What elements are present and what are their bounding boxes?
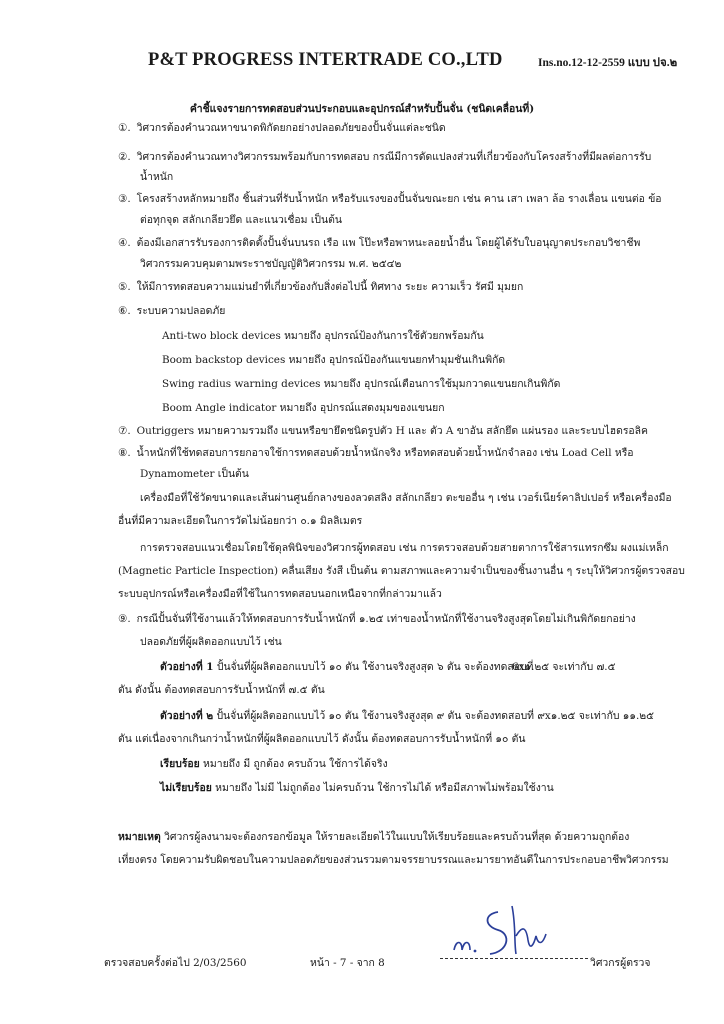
item-8 [118, 446, 634, 460]
item-number: ②. [118, 151, 131, 163]
example-2 [160, 709, 654, 723]
definition-text: หมายถึง มี ถูกต้อง ครบถ้วน ใช้การได้จริง [203, 758, 388, 770]
item-number: ③. [118, 193, 131, 205]
example-text: ปั้นจั่นที่ผู้ผลิตออกแบบไว้ ๑๐ ตัน ใช้งานจริงสูงสุด ๙ ตัน จะต้องทดสอบที่ ๙x๑.๒๕ จะเท่ากับ ๑๑.๒๕ [216, 710, 655, 722]
company-name: P&T PROGRESS INTERTRADE CO.,LTD [148, 50, 503, 70]
item-text: ต้องมีเอกสารรับรองการติดตั้งปั้นจั่นบนรถ เรือ แพ โป๊ะหรือพาหนะลอยน้ำอื่น โดยผู้ได้รับใบอนุญาตประกอบวิชาชีพ [136, 237, 641, 249]
page-number: หน้า - 7 - จาก 8 [310, 957, 385, 969]
signer-label: วิศวกรผู้ตรวจ [590, 957, 651, 969]
paragraph-measuring-tools: เครื่องมือที่ใช้วัดขนาดและเส้นผ่านศูนย์กลางของลวดสลิง สลักเกลียว ตะขออื่น ๆ เช่น เวอร์เนียร์คาลิปเปอร์ หรือเครื่องมือ [140, 492, 672, 504]
definition-label: เรียบร้อย [160, 758, 200, 770]
example-label: ตัวอย่างที่ 1 [160, 661, 214, 673]
document-title: คำชี้แจงรายการทดสอบส่วนประกอบและอุปกรณ์สำหรับปั้นจั่น (ชนิดเคลื่อนที่) [189, 103, 535, 115]
item-text: ให้มีการทดสอบความแม่นยำที่เกี่ยวข้องกับสิ่งต่อไปนี้ ทิศทาง ระยะ ความเร็ว รัศมี มุมยก [136, 281, 524, 293]
definition-text: หมายถึง ไม่มี ไม่ถูกต้อง ไม่ครบถ้วน ใช้การไม่ได้ หรือมีสภาพไม่พร้อมใช้งาน [215, 782, 554, 794]
definition-complete [160, 757, 388, 771]
note-text: วิศวกรผู้ลงนามจะต้องกรอกข้อมูล ให้รายละเอียดไว้ในแบบให้เรียบร้อยและครบถ้วนที่สุด ด้วยความถูกต้อง [164, 831, 630, 843]
item-2 [118, 150, 651, 164]
item-6 [118, 304, 225, 318]
item-text: ระบบความปลอดภัย [136, 305, 226, 317]
item-7 [118, 424, 648, 438]
item-text-continued: ต่อทุกจุด สลักเกลียวยึด และแนวเชื่อม เป็นต้น [140, 214, 342, 226]
item-text: วิศวกรต้องคำนวณหาขนาดพิกัดยกอย่างปลอดภัยของปั้นจั่นแต่ละชนิด [136, 122, 446, 134]
item-text: น้ำหนักที่ใช้ทดสอบการยกอาจใช้การทดสอบด้วยน้ำหนักจริง หรือทดสอบด้วยน้ำหนักจำลอง เช่น Load Cell หรือ [136, 447, 634, 459]
item-text: Outriggers หมายความรวมถึง แขนหรือขายึดชนิดรูปตัว H และ ตัว A ขาอัน สลักยึด แผ่นรอง และระบบไฮดรอลิค [136, 425, 648, 437]
safety-device-boom-backstop: Boom backstop devices หมายถึง อุปกรณ์ป้องกันแขนยกทำมุมชันเกินพิกัด [162, 354, 506, 366]
item-1 [118, 121, 446, 135]
note-continued: เที่ยงตรง โดยความรับผิดชอบในความปลอดภัยของส่วนรวมตามจรรยาบรรณและมารยาทอันดีในการประกอบอาชีพวิศวกรรม [118, 854, 669, 866]
example-text: ปั้นจั่นที่ผู้ผลิตออกแบบไว้ ๑๐ ตัน ใช้งานจริงสูงสุด ๖ ตัน จะต้องทดสอบที่ [216, 661, 534, 673]
item-4 [118, 236, 640, 250]
signature-line [440, 958, 588, 959]
safety-device-swing-radius: Swing radius warning devices หมายถึง อุปกรณ์เตือนการใช้มุมกวาดแขนยกเกินพิกัด [162, 378, 561, 390]
example-1-continued: ตัน ดังนั้น ต้องทดสอบการรับน้ำหนักที่ ๗.๕ ตัน [118, 684, 325, 696]
item-number: ⑨. [118, 613, 131, 625]
paragraph-measuring-tools-continued: อื่นที่มีความละเอียดในการวัดไม่น้อยกว่า ๐.๑ มิลลิเมตร [118, 515, 363, 527]
example-2-continued: ตัน แต่เนื่องจากเกินกว่าน้ำหนักที่ผู้ผลิตออกแบบไว้ ดังนั้น ต้องทดสอบการรับน้ำหนักที่ ๑๐ ตัน [118, 733, 526, 745]
note-label: หมายเหตุ [118, 831, 161, 843]
definition-label: ไม่เรียบร้อย [160, 782, 212, 794]
paragraph-weld-inspection: การตรวจสอบแนวเชื่อมโดยใช้ดุลพินิจของวิศวกรผู้ทดสอบ เช่น การตรวจสอบด้วยสายตาการใช้สารแทรกซึม ผงแม่เหล็ก [140, 542, 669, 554]
engineer-signature [446, 896, 566, 966]
inspection-number: Ins.no.12-12-2559 แบบ ปจ.๒ [538, 57, 678, 69]
item-9 [118, 612, 636, 626]
next-inspection-date: ตรวจสอบครั้งต่อไป 2/03/2560 [104, 957, 247, 969]
item-text-continued: น้ำหนัก [140, 171, 174, 183]
paragraph-weld-inspection-continued: ระบบอุปกรณ์หรือเครื่องมือที่ใช้ในการทดสอบนอกเหนือจากที่กล่าวมาแล้ว [118, 588, 442, 600]
item-text: โครงสร้างหลักหมายถึง ชิ้นส่วนที่รับน้ำหนัก หรือรับแรงของปั้นจั่นขณะยก เช่น คาน เสา เพลา ล้อ รางเลื่อน แขนต่อ ข้อ [136, 193, 662, 205]
item-5 [118, 280, 523, 294]
item-text-continued: Dynamometer เป็นต้น [140, 468, 249, 480]
item-number: ⑥. [118, 305, 131, 317]
safety-device-boom-angle: Boom Angle indicator หมายถึง อุปกรณ์แสดงมุมของแขนยก [162, 402, 445, 414]
item-text: กรณีปั้นจั่นที่ใช้งานแล้วให้ทดสอบการรับน้ำหนักที่ ๑.๒๕ เท่าของน้ำหนักที่ใช้งานจริงสูงสุดโดยไม่เกินพิกัดยกอย่าง [136, 613, 636, 625]
safety-device-anti-two-block: Anti-two block devices หมายถึง อุปกรณ์ป้องกันการใช้ตัวยกพร้อมกัน [162, 330, 484, 342]
item-number: ⑦. [118, 425, 131, 437]
item-number: ①. [118, 122, 131, 134]
item-number: ⑧. [118, 447, 131, 459]
item-number: ⑤. [118, 281, 131, 293]
item-number: ④. [118, 237, 131, 249]
item-3 [118, 192, 662, 206]
item-text: วิศวกรต้องคำนวณทางวิศวกรรมพร้อมกับการทดสอบ กรณีมีการดัดแปลงส่วนที่เกี่ยวข้องกับโครงสร้างที่มีผลต่อการรับ [136, 151, 652, 163]
item-text-continued: วิศวกรรมควบคุมตามพระราชบัญญัติวิศวกรรม พ.ศ. ๒๕๔๒ [140, 258, 402, 270]
paragraph-weld-inspection-continued: (Magnetic Particle Inspection) คลื่นเสียง รังสี เป็นต้น ตามสภาพและความจำเป็นของชิ้นงานอื่น ๆ ระบุให้วิศวกรผู้ตรวจสอบ [118, 565, 685, 577]
definition-incomplete [160, 781, 554, 795]
note [118, 830, 629, 844]
item-text-continued: ปลอดภัยที่ผู้ผลิตออกแบบไว้ เช่น [140, 636, 282, 648]
example-1-calculation: 6x๑.๒๕ จะเท่ากับ ๗.๕ [512, 661, 616, 673]
example-label: ตัวอย่างที่ ๒ [160, 710, 214, 722]
example-1 [160, 660, 533, 674]
